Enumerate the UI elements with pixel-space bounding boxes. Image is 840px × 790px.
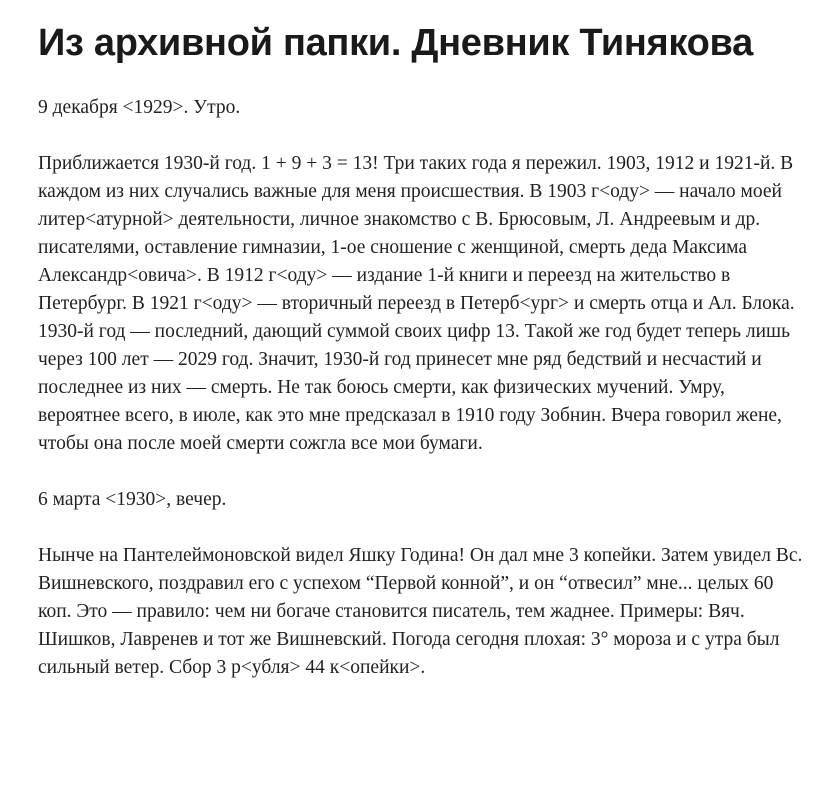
diary-entry-date-1: 9 декабря <1929>. Утро.: [38, 97, 241, 118]
diary-entry-text-2: Нынче на Пантелеймоновской видел Яшку Година! Он дал мне 3 копейки. Затем увидел Вс. Вишневского, поздравил его с успехом “Первой конной”, и он “отвесил” мне... целых 60 коп. Это — правило: чем ни богаче становится писатель, тем жаднее. Примеры: Вяч. Шишков, Лавренев и тот же Вишневский. Погода сегодня плохая: 3° мороза и с утра был сильный ветер. Сбор 3 р<убля> 44 к<опейки>.: [38, 545, 803, 678]
article: [38, 18, 808, 710]
article-title: Из архивной папки. Дневник Тинякова: [38, 22, 753, 64]
diary-entry-date-2: 6 марта <1930>, вечер.: [38, 489, 227, 510]
diary-entry-text-1: Приближается 1930-й год. 1 + 9 + 3 = 13! Три таких года я пережил. 1903, 1912 и 1921-й. В каждом из них случались важные для меня происшествия. В 1903 г<оду> — начало моей литер<атурной> деятельности, личное знакомство с В. Брюсовым, Л. Андреевым и др. писателями, оставление гимназии, 1-ое сношение с женщиной, смерть деда Максима Александр<овича>. В 1912 г<оду> — издание 1-й книги и переезд на жительство в Петербург. В 1921 г<оду> — вторичный переезд в Петерб<ург> и смерть отца и Ал. Блока. 1930-й год — последний, дающий суммой своих цифр 13. Такой же год будет теперь лишь через 100 лет — 2029 год. Значит, 1930-й год принесет мне ряд бедствий и несчастий и последнее из них — смерть. Не так боюсь смерти, как физических мучений. Умру, вероятнее всего, в июле, как это мне предсказал в 1910 году Зобнин. Вчера говорил жене, чтобы она после моей смерти сожгла все мои бумаги.: [38, 153, 795, 454]
